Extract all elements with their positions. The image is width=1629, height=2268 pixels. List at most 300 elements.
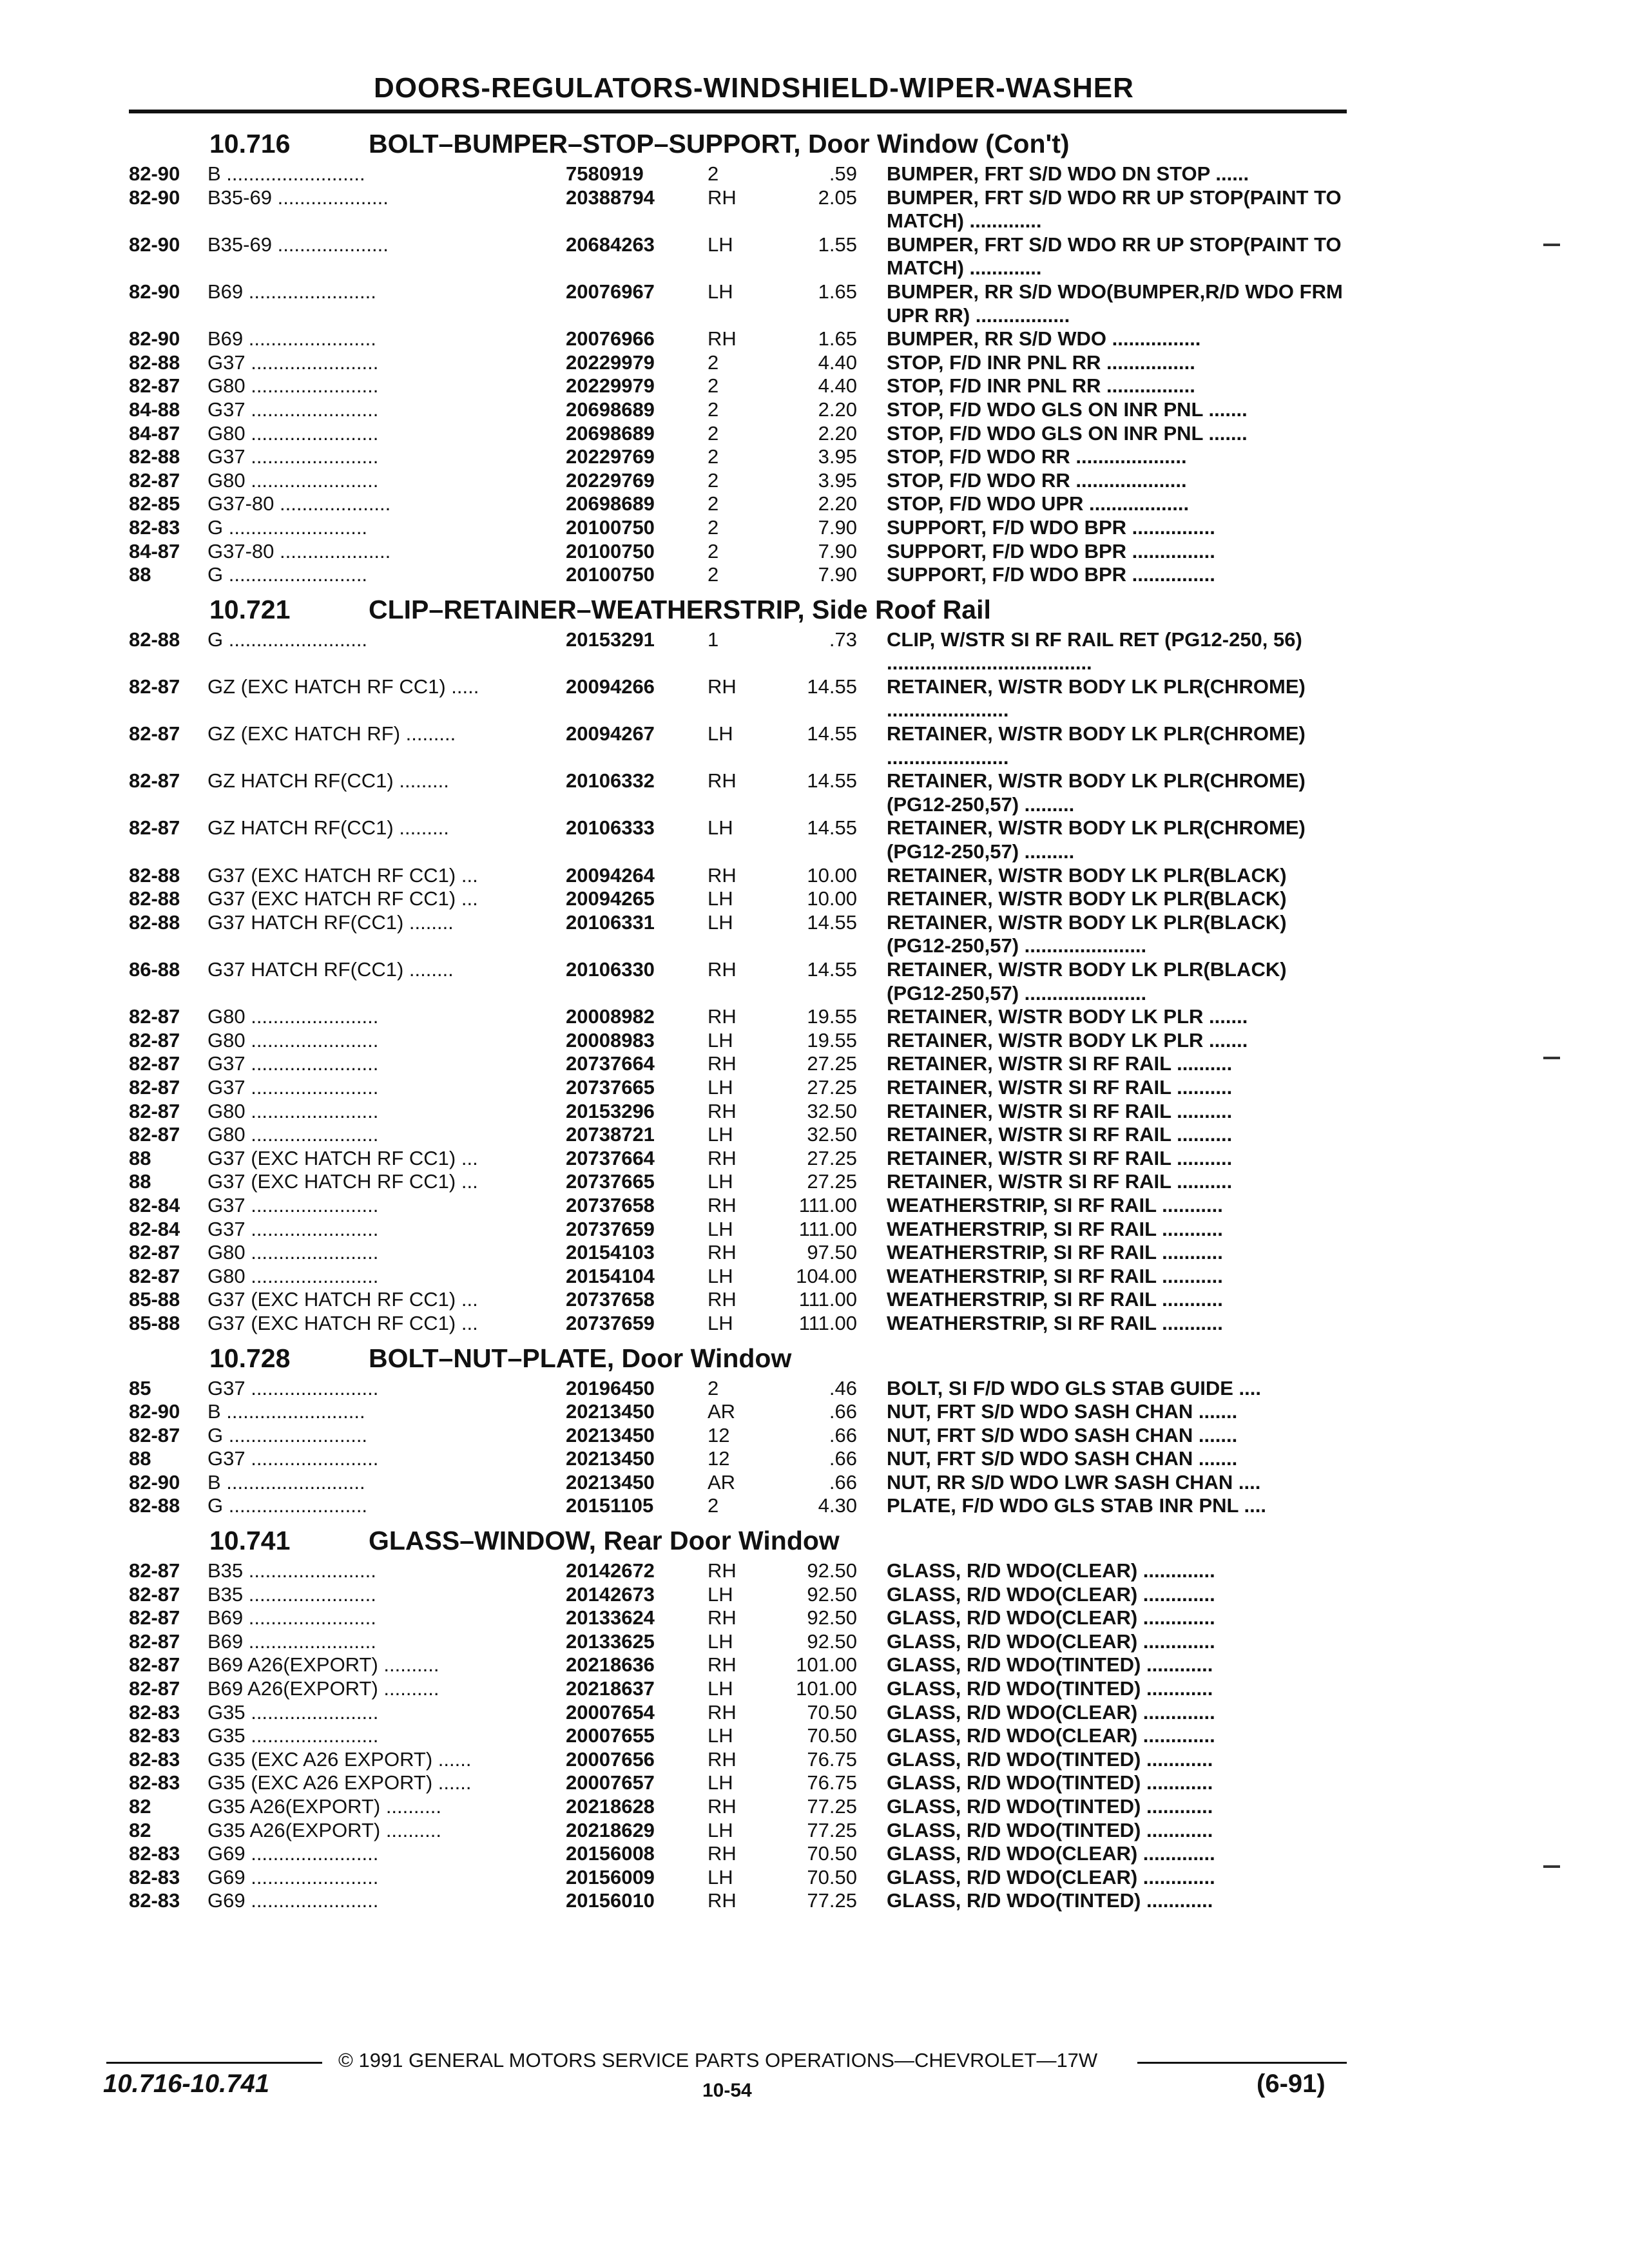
part-side-qty: LH xyxy=(708,1724,733,1747)
part-side-qty: RH xyxy=(708,1842,737,1865)
part-year: 85-88 xyxy=(129,1288,180,1311)
part-description: GLASS, R/D WDO(CLEAR) ............. xyxy=(887,1629,1215,1653)
part-year: 88 xyxy=(129,563,151,586)
part-row xyxy=(129,1842,1353,1866)
part-side-qty: LH xyxy=(708,1677,733,1700)
part-price: 111.00 xyxy=(798,1288,857,1311)
part-year: 82-83 xyxy=(129,1889,180,1912)
part-number: 20213450 xyxy=(566,1423,655,1446)
part-model: G80 ....................... xyxy=(207,1099,379,1122)
part-year: 82-87 xyxy=(129,1075,180,1099)
part-price: 19.55 xyxy=(807,1028,857,1052)
part-row xyxy=(129,675,1353,722)
part-number: 20698689 xyxy=(566,492,655,515)
part-model: G37-80 .................... xyxy=(207,539,391,562)
part-price: 10.00 xyxy=(807,863,857,887)
part-year: 82-87 xyxy=(129,1653,180,1677)
part-number: 20229979 xyxy=(566,351,655,374)
part-model: G80 ....................... xyxy=(207,1123,379,1146)
section-number: 10.728 xyxy=(209,1343,291,1373)
part-side-qty: 2 xyxy=(708,539,719,562)
part-number: 20142673 xyxy=(566,1582,655,1606)
part-description: GLASS, R/D WDO(CLEAR) ............. xyxy=(887,1842,1215,1865)
part-year: 82-87 xyxy=(129,1241,180,1264)
part-price: 1.65 xyxy=(818,280,857,303)
header-rule xyxy=(129,110,1347,113)
part-price: 7.90 xyxy=(818,539,857,562)
part-description: STOP, F/D WDO RR .................... xyxy=(887,445,1187,468)
part-model: G35 A26(EXPORT) .......... xyxy=(207,1795,441,1818)
part-side-qty: 2 xyxy=(708,1494,719,1517)
part-model: B69 ....................... xyxy=(207,280,376,303)
part-description: BUMPER, RR S/D WDO(BUMPER,R/D WDO FRM UPR RR) ................. xyxy=(887,280,1343,327)
part-description: RETAINER, W/STR BODY LK PLR(CHROME) (PG12-250,57) ......... xyxy=(887,769,1306,816)
part-side-qty: LH xyxy=(708,1771,733,1794)
part-year: 82-87 xyxy=(129,374,180,398)
part-row xyxy=(129,1147,1353,1171)
part-year: 82-83 xyxy=(129,1747,180,1771)
part-number: 20218629 xyxy=(566,1818,655,1841)
part-number: 20738721 xyxy=(566,1123,655,1146)
part-side-qty: RH xyxy=(708,1700,737,1724)
part-year: 82-88 xyxy=(129,351,180,374)
part-side-qty: RH xyxy=(708,1606,737,1629)
part-year: 82-87 xyxy=(129,1123,180,1146)
section-title xyxy=(129,1518,1353,1559)
part-row xyxy=(129,769,1353,816)
part-year: 82-87 xyxy=(129,1629,180,1653)
part-side-qty: RH xyxy=(708,1099,737,1122)
part-row xyxy=(129,628,1353,675)
part-description: NUT, FRT S/D WDO SASH CHAN ....... xyxy=(887,1423,1238,1446)
part-description: RETAINER, W/STR BODY LK PLR(CHROME) ...................... xyxy=(887,722,1306,769)
part-year: 85 xyxy=(129,1376,151,1399)
part-row xyxy=(129,327,1353,351)
part-row xyxy=(129,492,1353,516)
part-number: 20076966 xyxy=(566,327,655,351)
part-model: G37 ....................... xyxy=(207,398,379,421)
part-side-qty: 1 xyxy=(708,628,719,651)
part-year: 82-90 xyxy=(129,1400,180,1423)
part-side-qty: 2 xyxy=(708,445,719,468)
part-number: 20229769 xyxy=(566,445,655,468)
part-number: 20388794 xyxy=(566,186,655,209)
part-row xyxy=(129,1653,1353,1677)
part-number: 20737664 xyxy=(566,1146,655,1169)
part-price: 111.00 xyxy=(798,1217,857,1240)
part-side-qty: 2 xyxy=(708,421,719,445)
part-side-qty: 2 xyxy=(708,374,719,398)
footer-page-number: 10-54 xyxy=(702,2080,752,2101)
part-model: B69 ....................... xyxy=(207,1606,376,1629)
part-side-qty: 12 xyxy=(708,1423,730,1446)
part-price: 14.55 xyxy=(807,910,857,934)
part-price: 32.50 xyxy=(807,1099,857,1122)
part-row xyxy=(129,1170,1353,1194)
part-description: GLASS, R/D WDO(TINTED) ............ xyxy=(887,1653,1213,1677)
part-model: G37-80 .................... xyxy=(207,492,391,515)
part-description: BUMPER, FRT S/D WDO DN STOP ...... xyxy=(887,162,1249,185)
part-price: 111.00 xyxy=(798,1311,857,1334)
part-model: B69 ....................... xyxy=(207,327,376,351)
part-description: STOP, F/D INR PNL RR ................ xyxy=(887,351,1195,374)
part-side-qty: RH xyxy=(708,1653,737,1677)
part-price: 27.25 xyxy=(807,1170,857,1193)
section-name: GLASS–WINDOW, Rear Door Window xyxy=(369,1526,840,1556)
part-number: 20737658 xyxy=(566,1193,655,1216)
part-model: G80 ....................... xyxy=(207,1241,379,1264)
part-price: 92.50 xyxy=(807,1582,857,1606)
part-year: 84-88 xyxy=(129,398,180,421)
part-number: 20196450 xyxy=(566,1376,655,1399)
part-description: STOP, F/D WDO RR .................... xyxy=(887,468,1187,492)
part-model: GZ HATCH RF(CC1) ......... xyxy=(207,769,449,793)
section-number: 10.721 xyxy=(209,594,291,624)
part-year: 82-87 xyxy=(129,1677,180,1700)
part-year: 82-87 xyxy=(129,1005,180,1028)
part-side-qty: RH xyxy=(708,1795,737,1818)
part-description: PLATE, F/D WDO GLS STAB INR PNL .... xyxy=(887,1494,1266,1517)
part-price: 7.90 xyxy=(818,515,857,539)
part-year: 82-90 xyxy=(129,186,180,209)
parts-listing xyxy=(129,121,1353,1913)
part-description: RETAINER, W/STR SI RF RAIL .......... xyxy=(887,1052,1233,1075)
part-description: RETAINER, W/STR SI RF RAIL .......... xyxy=(887,1123,1233,1146)
part-model: G37 ....................... xyxy=(207,1193,379,1216)
part-description: RETAINER, W/STR SI RF RAIL .......... xyxy=(887,1075,1233,1099)
part-model: GZ HATCH RF(CC1) ......... xyxy=(207,816,449,840)
section-number: 10.716 xyxy=(209,129,291,159)
part-year: 82-83 xyxy=(129,1724,180,1747)
part-price: 101.00 xyxy=(796,1677,857,1700)
part-model: G69 ....................... xyxy=(207,1865,379,1888)
part-model: G80 ....................... xyxy=(207,468,379,492)
part-side-qty: 12 xyxy=(708,1447,730,1470)
part-price: 27.25 xyxy=(807,1075,857,1099)
part-price: 14.55 xyxy=(807,958,857,981)
part-side-qty: 2 xyxy=(708,492,719,515)
part-year: 88 xyxy=(129,1146,151,1169)
part-row xyxy=(129,1724,1353,1748)
part-row xyxy=(129,1100,1353,1124)
part-side-qty: RH xyxy=(708,1559,737,1582)
part-side-qty: 2 xyxy=(708,1376,719,1399)
part-row xyxy=(129,374,1353,398)
part-description: GLASS, R/D WDO(CLEAR) ............. xyxy=(887,1606,1215,1629)
part-number: 20106330 xyxy=(566,958,655,981)
part-model: G37 ....................... xyxy=(207,351,379,374)
part-side-qty: RH xyxy=(708,1052,737,1075)
part-side-qty: RH xyxy=(708,186,737,209)
part-number: 20218636 xyxy=(566,1653,655,1677)
part-side-qty: 2 xyxy=(708,515,719,539)
part-number: 20007656 xyxy=(566,1747,655,1771)
part-description: RETAINER, W/STR BODY LK PLR(BLACK) xyxy=(887,887,1287,910)
part-description: WEATHERSTRIP, SI RF RAIL ........... xyxy=(887,1193,1223,1216)
part-number: 20142672 xyxy=(566,1559,655,1582)
part-number: 20698689 xyxy=(566,421,655,445)
part-row xyxy=(129,1218,1353,1242)
part-number: 20007654 xyxy=(566,1700,655,1724)
part-year: 82-87 xyxy=(129,675,180,698)
part-number: 20106331 xyxy=(566,910,655,934)
part-year: 82-87 xyxy=(129,1028,180,1052)
part-price: 14.55 xyxy=(807,769,857,793)
part-price: 14.55 xyxy=(807,816,857,840)
part-description: RETAINER, W/STR BODY LK PLR ....... xyxy=(887,1005,1248,1028)
part-side-qty: RH xyxy=(708,327,737,351)
part-row xyxy=(129,162,1353,186)
part-year: 82-88 xyxy=(129,628,180,651)
part-year: 82-83 xyxy=(129,1842,180,1865)
part-year: 82-87 xyxy=(129,1606,180,1629)
part-year: 82-87 xyxy=(129,1052,180,1075)
part-row xyxy=(129,469,1353,493)
part-description: WEATHERSTRIP, SI RF RAIL ........... xyxy=(887,1288,1223,1311)
part-number: 20213450 xyxy=(566,1447,655,1470)
part-row xyxy=(129,1005,1353,1029)
part-price: 77.25 xyxy=(807,1889,857,1912)
margin-mark xyxy=(1543,1057,1560,1059)
part-description: RETAINER, W/STR SI RF RAIL .......... xyxy=(887,1146,1233,1169)
part-row xyxy=(129,1889,1353,1913)
part-price: 3.95 xyxy=(818,468,857,492)
part-row xyxy=(129,398,1353,422)
part-number: 20094264 xyxy=(566,863,655,887)
part-description: NUT, FRT S/D WDO SASH CHAN ....... xyxy=(887,1447,1238,1470)
part-year: 85-88 xyxy=(129,1311,180,1334)
footer-revision-date: (6-91) xyxy=(1257,2070,1325,2098)
part-price: 2.05 xyxy=(818,186,857,209)
part-description: GLASS, R/D WDO(CLEAR) ............. xyxy=(887,1724,1215,1747)
part-row xyxy=(129,816,1353,863)
section-name: BOLT–NUT–PLATE, Door Window xyxy=(369,1343,792,1373)
part-side-qty: RH xyxy=(708,1288,737,1311)
part-year: 82-87 xyxy=(129,1582,180,1606)
part-side-qty: LH xyxy=(708,887,733,910)
part-number: 20133625 xyxy=(566,1629,655,1653)
part-description: BUMPER, FRT S/D WDO RR UP STOP(PAINT TO MATCH) ............. xyxy=(887,233,1342,280)
part-model: B69 ....................... xyxy=(207,1629,376,1653)
part-price: 76.75 xyxy=(807,1747,857,1771)
part-price: 101.00 xyxy=(796,1653,857,1677)
part-year: 82-84 xyxy=(129,1217,180,1240)
part-number: 20094266 xyxy=(566,675,655,698)
part-description: GLASS, R/D WDO(TINTED) ............ xyxy=(887,1747,1213,1771)
part-price: .66 xyxy=(829,1400,857,1423)
part-number: 20151105 xyxy=(566,1494,654,1517)
part-model: G35 (EXC A26 EXPORT) ...... xyxy=(207,1771,472,1794)
part-model: G37 (EXC HATCH RF CC1) ... xyxy=(207,1311,478,1334)
part-price: .73 xyxy=(829,628,857,651)
part-row xyxy=(129,1029,1353,1053)
part-model: B ......................... xyxy=(207,1400,365,1423)
part-side-qty: LH xyxy=(708,1629,733,1653)
part-model: G37 (EXC HATCH RF CC1) ... xyxy=(207,1288,478,1311)
part-row xyxy=(129,516,1353,540)
part-side-qty: LH xyxy=(708,280,733,303)
part-number: 20106333 xyxy=(566,816,655,840)
part-description: GLASS, R/D WDO(CLEAR) ............. xyxy=(887,1559,1215,1582)
part-price: 1.55 xyxy=(818,233,857,256)
part-year: 82-88 xyxy=(129,910,180,934)
part-row xyxy=(129,1677,1353,1701)
part-description: RETAINER, W/STR BODY LK PLR(BLACK) xyxy=(887,863,1287,887)
part-year: 82-87 xyxy=(129,468,180,492)
part-row xyxy=(129,1471,1353,1495)
part-year: 82-88 xyxy=(129,1494,180,1517)
part-row xyxy=(129,1866,1353,1890)
part-side-qty: 2 xyxy=(708,468,719,492)
part-model: G ......................... xyxy=(207,1423,368,1446)
part-side-qty: LH xyxy=(708,1217,733,1240)
margin-mark xyxy=(1543,1865,1560,1868)
part-model: G37 ....................... xyxy=(207,1052,379,1075)
part-price: 4.40 xyxy=(818,374,857,398)
part-number: 20156008 xyxy=(566,1842,655,1865)
part-row xyxy=(129,540,1353,564)
footer-index-range: 10.716-10.741 xyxy=(103,2070,270,2098)
part-number: 7580919 xyxy=(566,162,644,185)
part-number: 20100750 xyxy=(566,515,655,539)
part-price: 70.50 xyxy=(807,1724,857,1747)
part-model: G37 ....................... xyxy=(207,1075,379,1099)
part-year: 82-90 xyxy=(129,327,180,351)
part-row xyxy=(129,1241,1353,1265)
part-description: GLASS, R/D WDO(TINTED) ............ xyxy=(887,1795,1213,1818)
part-description: WEATHERSTRIP, SI RF RAIL ........... xyxy=(887,1264,1223,1287)
part-description: CLIP, W/STR SI RF RAIL RET (PG12-250, 56) ..................................... xyxy=(887,628,1302,675)
part-number: 20229979 xyxy=(566,374,655,398)
part-row xyxy=(129,422,1353,446)
part-number: 20737664 xyxy=(566,1052,655,1075)
part-description: GLASS, R/D WDO(TINTED) ............ xyxy=(887,1771,1213,1794)
part-description: SUPPORT, F/D WDO BPR ............... xyxy=(887,515,1215,539)
part-number: 20213450 xyxy=(566,1470,655,1494)
part-number: 20218637 xyxy=(566,1677,655,1700)
part-number: 20094267 xyxy=(566,722,655,745)
part-description: BOLT, SI F/D WDO GLS STAB GUIDE .... xyxy=(887,1376,1261,1399)
part-description: STOP, F/D WDO GLS ON INR PNL ....... xyxy=(887,398,1248,421)
part-year: 86-88 xyxy=(129,958,180,981)
part-side-qty: RH xyxy=(708,1193,737,1216)
part-model: B35 ....................... xyxy=(207,1559,376,1582)
part-description: WEATHERSTRIP, SI RF RAIL ........... xyxy=(887,1241,1223,1264)
part-side-qty: LH xyxy=(708,1123,733,1146)
part-number: 20100750 xyxy=(566,563,655,586)
part-year: 82-83 xyxy=(129,1771,180,1794)
part-model: GZ (EXC HATCH RF CC1) ..... xyxy=(207,675,479,698)
part-number: 20076967 xyxy=(566,280,655,303)
part-side-qty: RH xyxy=(708,769,737,793)
part-year: 82-90 xyxy=(129,233,180,256)
part-number: 20154103 xyxy=(566,1241,655,1264)
part-row xyxy=(129,186,1353,233)
part-year: 82-87 xyxy=(129,769,180,793)
part-side-qty: RH xyxy=(708,1241,737,1264)
part-row xyxy=(129,1701,1353,1725)
part-description: RETAINER, W/STR BODY LK PLR(BLACK) (PG12-250,57) ...................... xyxy=(887,910,1287,957)
part-side-qty: LH xyxy=(708,233,733,256)
part-year: 82-87 xyxy=(129,722,180,745)
part-price: 70.50 xyxy=(807,1700,857,1724)
part-description: GLASS, R/D WDO(CLEAR) ............. xyxy=(887,1865,1215,1888)
margin-mark xyxy=(1543,244,1560,246)
part-description: GLASS, R/D WDO(TINTED) ............ xyxy=(887,1677,1213,1700)
part-number: 20007655 xyxy=(566,1724,655,1747)
part-year: 82-88 xyxy=(129,445,180,468)
part-price: 76.75 xyxy=(807,1771,857,1794)
part-row xyxy=(129,280,1353,327)
part-side-qty: LH xyxy=(708,1582,733,1606)
part-row xyxy=(129,1447,1353,1471)
footer-rule xyxy=(1137,2062,1347,2064)
part-model: B ......................... xyxy=(207,162,365,185)
part-price: 14.55 xyxy=(807,675,857,698)
part-row xyxy=(129,1771,1353,1795)
part-year: 82-90 xyxy=(129,162,180,185)
part-side-qty: RH xyxy=(708,675,737,698)
part-number: 20106332 xyxy=(566,769,655,793)
part-side-qty: 2 xyxy=(708,398,719,421)
part-price: 1.65 xyxy=(818,327,857,351)
part-row xyxy=(129,1819,1353,1843)
part-model: G ......................... xyxy=(207,1494,368,1517)
part-model: G37 ....................... xyxy=(207,1447,379,1470)
section-name: BOLT–BUMPER–STOP–SUPPORT, Door Window (Con't) xyxy=(369,129,1070,159)
part-row xyxy=(129,958,1353,1005)
part-price: 92.50 xyxy=(807,1606,857,1629)
part-description: RETAINER, W/STR BODY LK PLR ....... xyxy=(887,1028,1248,1052)
part-model: G80 ....................... xyxy=(207,1264,379,1287)
part-side-qty: LH xyxy=(708,1170,733,1193)
part-model: G35 (EXC A26 EXPORT) ...... xyxy=(207,1747,472,1771)
part-side-qty: LH xyxy=(708,1028,733,1052)
part-row xyxy=(129,1400,1353,1424)
part-side-qty: 2 xyxy=(708,162,719,185)
part-number: 20154104 xyxy=(566,1264,655,1287)
part-number: 20737659 xyxy=(566,1311,655,1334)
part-side-qty: RH xyxy=(708,1889,737,1912)
part-row xyxy=(129,1123,1353,1147)
part-row xyxy=(129,1377,1353,1401)
part-row xyxy=(129,864,1353,888)
part-number: 20007657 xyxy=(566,1771,655,1794)
part-row xyxy=(129,1494,1353,1518)
part-model: G37 (EXC HATCH RF CC1) ... xyxy=(207,1170,478,1193)
part-row xyxy=(129,911,1353,958)
part-row xyxy=(129,1312,1353,1336)
part-price: 2.20 xyxy=(818,492,857,515)
part-side-qty: LH xyxy=(708,1264,733,1287)
part-number: 20153296 xyxy=(566,1099,655,1122)
part-price: .66 xyxy=(829,1423,857,1446)
part-price: .66 xyxy=(829,1447,857,1470)
part-year: 82-87 xyxy=(129,816,180,840)
part-description: SUPPORT, F/D WDO BPR ............... xyxy=(887,539,1215,562)
part-row xyxy=(129,1076,1353,1100)
part-description: RETAINER, W/STR BODY LK PLR(CHROME) (PG12-250,57) ......... xyxy=(887,816,1306,863)
part-description: GLASS, R/D WDO(CLEAR) ............. xyxy=(887,1582,1215,1606)
part-number: 20737665 xyxy=(566,1170,655,1193)
part-description: SUPPORT, F/D WDO BPR ............... xyxy=(887,563,1215,586)
part-price: 111.00 xyxy=(798,1193,857,1216)
part-description: GLASS, R/D WDO(TINTED) ............ xyxy=(887,1818,1213,1841)
part-price: 32.50 xyxy=(807,1123,857,1146)
part-model: G37 (EXC HATCH RF CC1) ... xyxy=(207,863,478,887)
part-side-qty: RH xyxy=(708,863,737,887)
part-model: G80 ....................... xyxy=(207,1028,379,1052)
